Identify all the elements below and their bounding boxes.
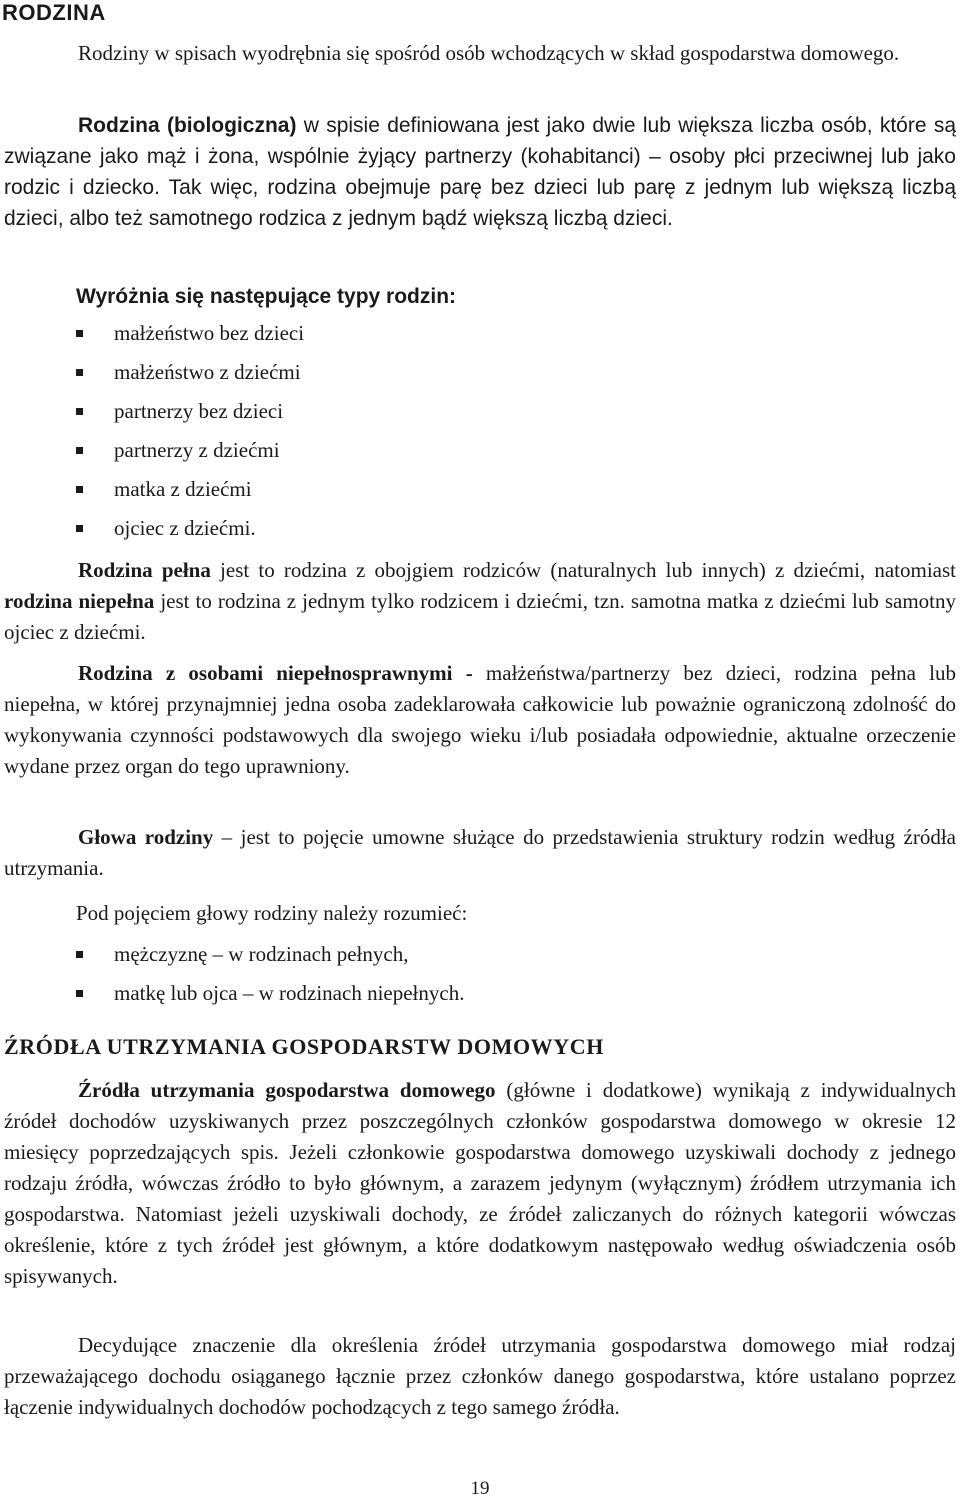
term-zrodla-utrzymania: Źródła utrzymania gospodarstwa domowego bbox=[78, 1078, 496, 1102]
paragraph-disabled-family: Rodzina z osobami niepełnosprawnymi - małżeństwa/partnerzy bez dzieci, rodzina pełna lub niepełna, w której przynajmniej jedna osoba zadeklarowała całkowicie lub poważnie ograniczoną zdolność do wykonywania czynności podstawowych dla swojego wieku i/lub posiadała odpowiednie, aktualne orzeczenie wydane przez organ do tego uprawniony. bbox=[4, 661, 956, 778]
paragraph-decisive-factor: Decydujące znaczenie dla określenia źródeł utrzymania gospodarstwa domowego miał rodzaj przeważającego dochodu osiąganego łącznie przez członków danego gospodarstwa, które ustalano poprzez łączenie indywidualnych dochodów pochodzących z tego samego źródła. bbox=[4, 1333, 956, 1419]
section-heading-zrodla-utrzymania: ŹRÓDŁA UTRZYMANIA GOSPODARSTW DOMOWYCH bbox=[4, 1034, 604, 1059]
bullet-icon bbox=[76, 408, 83, 415]
term-rodzina-biologiczna: Rodzina (biologiczna) bbox=[78, 114, 297, 137]
head-definition-lead: Pod pojęciem głowy rodziny należy rozumieć: bbox=[76, 901, 468, 925]
paragraph-family-definition bbox=[4, 110, 956, 234]
page-number: 19 bbox=[470, 1478, 490, 1499]
family-types-lead: Wyróżnia się następujące typy rodzin: bbox=[76, 285, 457, 308]
paragraph-full-incomplete-family: Rodzina pełna jest to rodzina z obojgiem rodziców (naturalnych lub innych) z dziećmi, natomiast rodzina niepełna jest to rodzina z jednym tylko rodzicem i dziećmi, tzn. samotna matka z dziećmi lub samotny ojciec z dziećmi. bbox=[4, 558, 956, 644]
list-item: małżeństwo bez dzieci bbox=[76, 314, 304, 353]
bullet-icon bbox=[76, 990, 83, 997]
list-item: partnerzy z dziećmi bbox=[76, 431, 304, 470]
paragraph-sources-of-income: Źródła utrzymania gospodarstwa domowego (główne i dodatkowe) wynikają z indywidualnych źródeł dochodów uzyskiwanych przez poszczególnych członków gospodarstwa domowego w okresie 12 miesięcy poprzedzających spis. Jeżeli członkowie gospodarstwa domowego uzyskiwali dochody z jednego rodzaju źródła, wówczas źródło to było głównym, a zarazem jedynym (wyłącznym) źródłem utrzymania ich gospodarstwa. Natomiast jeżeli uzyskiwali dochody, ze źródeł zaliczanych do różnych kategorii wówczas określenie, które z tych źródeł jest głównym, a które dodatkowym następowało według oświadczenia osób spisywanych. bbox=[4, 1078, 956, 1288]
bullet-icon bbox=[76, 951, 83, 958]
term-rodzina-pelna: Rodzina pełna bbox=[78, 558, 211, 582]
head-definition-list bbox=[76, 935, 464, 1013]
term-rodzina-niepelnosprawni: Rodzina z osobami niepełnosprawnymi - bbox=[78, 661, 473, 685]
bullet-icon bbox=[76, 330, 83, 337]
list-item: partnerzy bez dzieci bbox=[76, 392, 304, 431]
list-item: ojciec z dziećmi. bbox=[76, 509, 304, 548]
bullet-icon bbox=[76, 525, 83, 532]
family-types-list bbox=[76, 314, 304, 548]
paragraph-intro: Rodziny w spisach wyodrębnia się spośród osób wchodzących w skład gospodarstwa domowego. bbox=[78, 41, 900, 65]
list-item: matkę lub ojca – w rodzinach niepełnych. bbox=[76, 974, 464, 1013]
definition-text: w spisie definiowana jest jako dwie lub większa liczba osób, które są związane jako mąż i żona, wspólnie żyjący partnerzy (kohabitanci) – osoby płci przeciwnej lub jako rodzic i dziecko. Tak więc, rodzina obejmuje parę bez dzieci lub parę z jednym lub większą liczbą dzieci, albo też samotnego rodzica z jednym bądź większą liczbą dzieci. bbox=[4, 114, 956, 230]
bullet-icon bbox=[76, 486, 83, 493]
term-glowa-rodziny: Głowa rodziny bbox=[78, 825, 214, 849]
list-item: mężczyznę – w rodzinach pełnych, bbox=[76, 935, 464, 974]
list-item: matka z dziećmi bbox=[76, 470, 304, 509]
term-rodzina-niepelna: rodzina niepełna bbox=[4, 589, 155, 613]
paragraph-head-of-family: Głowa rodziny – jest to pojęcie umowne służące do przedstawienia struktury rodzin według źródła utrzymania. bbox=[4, 825, 956, 880]
bullet-icon bbox=[76, 447, 83, 454]
section-heading-rodzina: RODZINA bbox=[2, 0, 106, 25]
list-item: małżeństwo z dziećmi bbox=[76, 353, 304, 392]
bullet-icon bbox=[76, 369, 83, 376]
